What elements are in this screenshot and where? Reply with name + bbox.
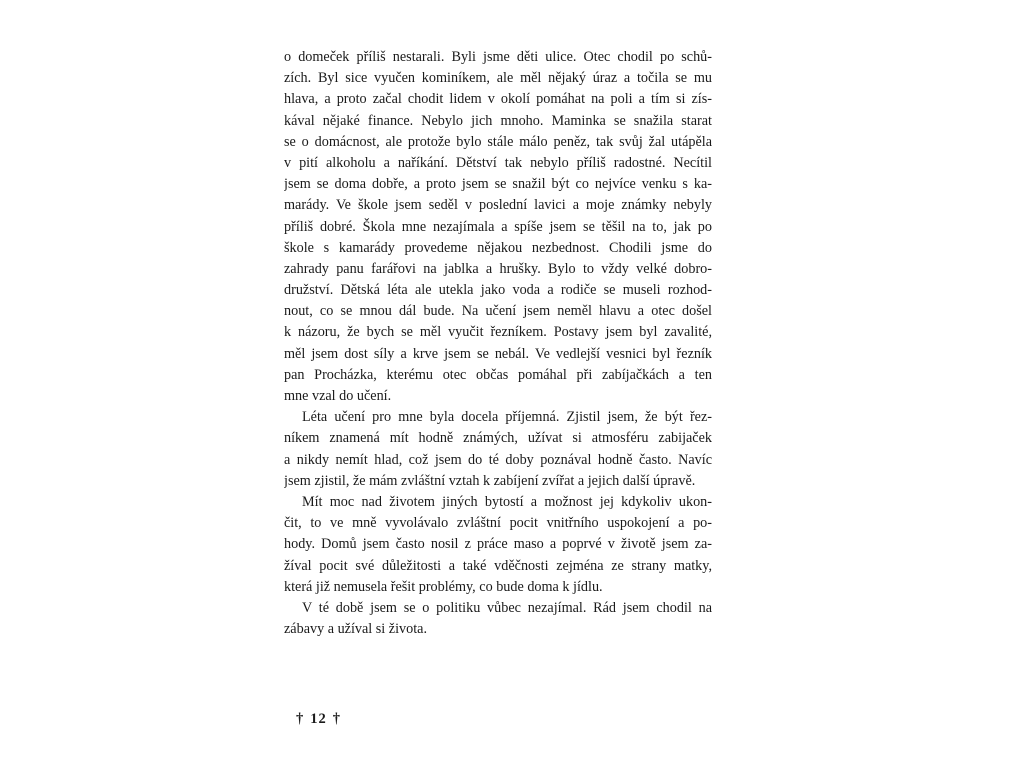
paragraph — [284, 598, 712, 640]
text-line: v pití alkoholu a naříkání. Dětství tak nebylo příliš radostné. Necítil — [284, 154, 712, 171]
text-line: zahrady panu farářovi na jablka a hrušky. Bylo to vždy velké dobro- — [284, 260, 712, 277]
text-line: hlava, a proto začal chodit lidem v okolí pomáhat na poli a tím si zís- — [284, 91, 712, 108]
paragraph — [284, 492, 712, 598]
text-line: k názoru, že bych se měl vyučit řezníkem. Postavy jsem byl zavalité, — [284, 324, 712, 341]
text-line: nout, co se mnou dál bude. Na učení jsem neměl hlavu a otec došel — [284, 303, 712, 320]
text-line: zích. Byl sice vyučen kominíkem, ale měl nějaký úraz a točila se mu — [284, 70, 712, 87]
text-line: družství. Dětská léta ale utekla jako voda a rodiče se museli rozhod- — [284, 282, 712, 299]
folio-left-cross: † — [296, 711, 305, 727]
page-number: 12 — [310, 711, 327, 727]
text-line: Léta učení pro mne byla docela příjemná. Zjistil jsem, že být řez- — [302, 409, 712, 426]
text-line: která již nemusela řešit problémy, co bude doma k jídlu. — [284, 578, 603, 595]
text-line: zábavy a užíval si života. — [284, 621, 427, 638]
text-line: pan Procházka, kterému otec občas pomáhal při zabíjačkách a ten — [284, 366, 712, 383]
paragraph — [284, 407, 712, 492]
text-line: marády. Ve škole jsem seděl v poslední lavici a moje známky nebyly — [284, 197, 712, 214]
text-line: o domeček příliš nestarali. Byli jsme děti ulice. Otec chodil po schů- — [284, 49, 712, 65]
page-folio — [296, 711, 341, 728]
text-line: kával nějaké finance. Nebylo jich mnoho. Maminka se snažila starat — [284, 112, 712, 129]
text-line: V té době jsem se o politiku vůbec nezajímal. Rád jsem chodil na — [302, 599, 712, 616]
text-line: jsem se doma dobře, a proto jsem se snažil být co nejvíce venku s ka- — [284, 176, 712, 193]
text-line: příliš dobré. Škola mne nezajímala a spíše jsem se těšil na to, jak po — [284, 218, 712, 235]
text-line: a nikdy nemít hlad, což jsem do té doby poznával hodně často. Navíc — [284, 451, 712, 468]
body-text — [284, 47, 712, 640]
text-line: jsem zjistil, že mám zvláštní vztah k zabíjení zvířat a jejich další úpravě. — [284, 472, 696, 489]
text-line: se o domácnost, ale protože bylo stále málo peněz, tak svůj žal utápěla — [284, 133, 712, 150]
text-line: čit, to ve mně vyvolávalo zvláštní pocit vnitřního uspokojení a po- — [284, 515, 712, 532]
text-line: hody. Domů jsem často nosil z práce maso a poprvé v životě jsem za- — [284, 536, 712, 553]
paragraph — [284, 47, 712, 407]
text-line: škole s kamarády provedeme nějakou nezbednost. Chodili jsme do — [284, 239, 712, 256]
text-line: mne vzal do učení. — [284, 388, 392, 404]
text-line: měl jsem dost síly a krve jsem se nebál. Ve vedlejší vesnici byl řezník — [284, 345, 712, 362]
folio-right-cross: † — [332, 711, 341, 727]
text-line: Mít moc nad životem jiných bytostí a možnost jej kdykoliv ukon- — [302, 493, 712, 510]
text-line: žíval pocit své důležitosti a také vděčnosti zejména ze strany matky, — [284, 557, 712, 574]
text-line: níkem znamená mít hodně známých, užívat si atmosféru zabijaček — [284, 430, 712, 447]
